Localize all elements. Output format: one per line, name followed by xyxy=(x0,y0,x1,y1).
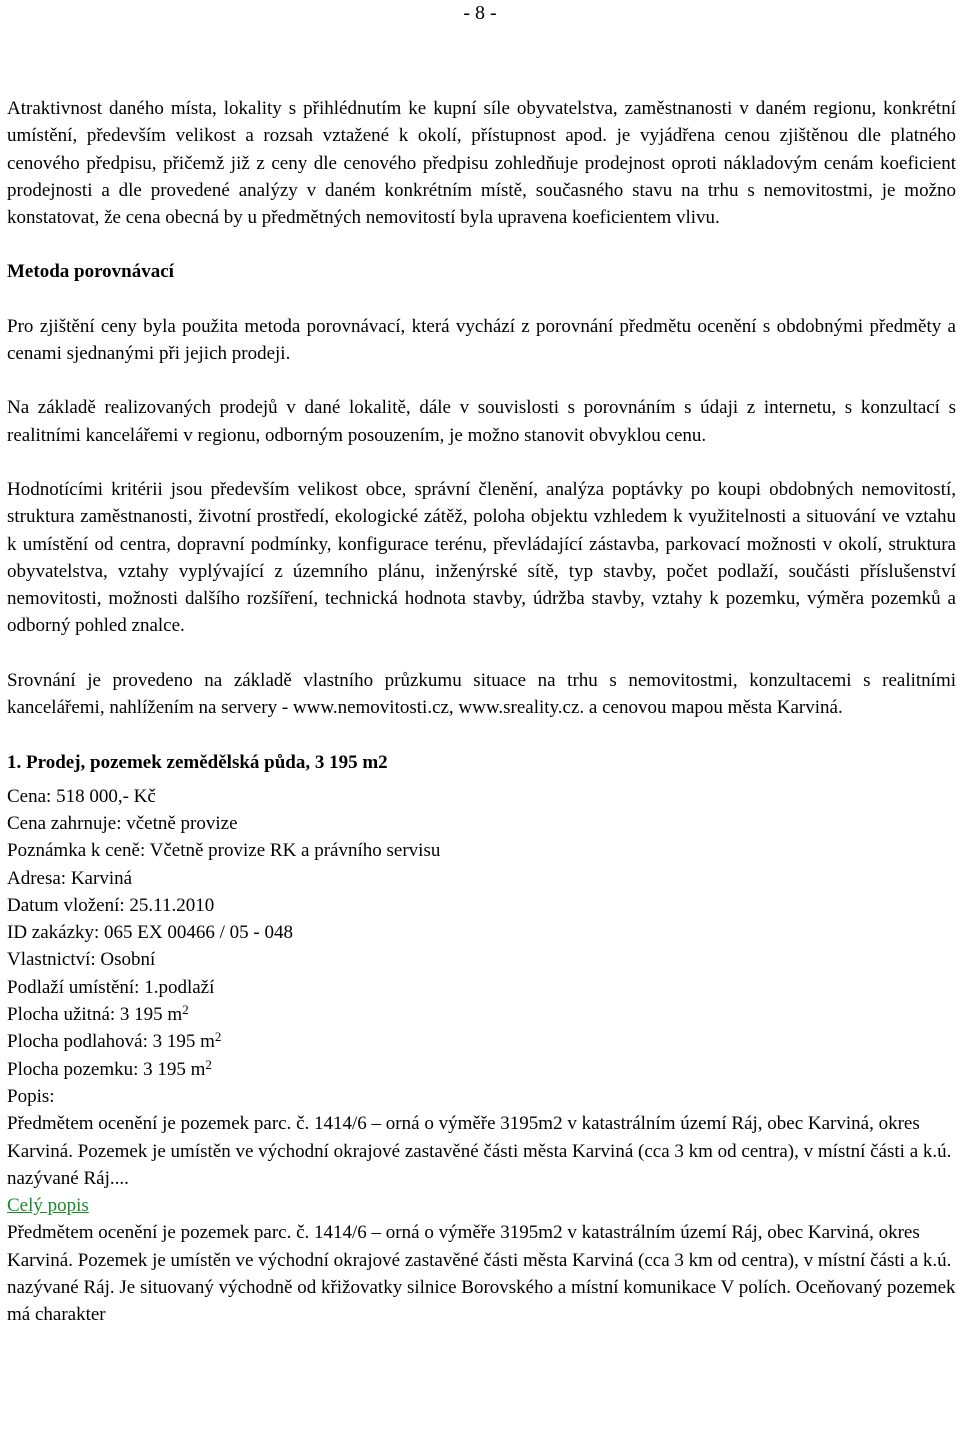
full-description-link[interactable]: Celý popis xyxy=(7,1195,89,1217)
page-content xyxy=(7,95,956,1329)
listing-ownership: Vlastnictví: Osobní xyxy=(7,949,156,971)
listing-description-label: Popis: xyxy=(7,1085,55,1107)
heading-comparative-method: Metoda porovnávací xyxy=(7,261,174,283)
paragraph-method-description: Pro zjištění ceny byla použita metoda porovnávací, která vychází z porovnání předmětu ocenění s obdobnými předměty a cenami sjednanými při jejich prodeji. xyxy=(7,315,956,365)
listing-id: ID zakázky: 065 EX 00466 / 05 - 048 xyxy=(7,922,293,944)
paragraph-criteria: Hodnotícími kritérii jsou především velikost obce, správní členění, analýza poptávky po koupi obdobných nemovitostí, struktura zaměstnanosti, životní prostředí, ekologické zátěž, poloha objektu vzhledem k využitelnosti a situování ve vztahu k umístění od centra, dopravní podmínky, konfigurace terénu, převládající zástavba, parkovací možnosti v okolí, struktura obyvatelstva, vztahy vyplývající z územního plánu, inženýrské sítě, typ stavby, počet podlaží, součásti příslušenství nemovitosti, možnosti dalšího rozšíření, technická hodnota stavby, údržba stavby, vztahy k pozemku, výměra pozemků a odborný pohled znalce. xyxy=(7,478,956,637)
listing-plot-area xyxy=(7,1056,956,1083)
listing-title: 1. Prodej, pozemek zemědělská půda, 3 195 m2 xyxy=(7,752,388,774)
paragraph-sales-basis: Na základě realizovaných prodejů v dané lokalitě, dále v souvislosti s porovnáním s údaji z internetu, s konzultací s realitními kancelářemi v regionu, odborným posouzením, je možno stanovit obvyklou cenu. xyxy=(7,397,956,446)
page-number: - 8 - xyxy=(463,2,497,24)
listing-floor: Podlaží umístění: 1.podlaží xyxy=(7,976,215,998)
listing-floor-area xyxy=(7,1028,956,1055)
listing-details xyxy=(7,783,956,1329)
listing-price-note: Poznámka k ceně: Včetně provize RK a právního servisu xyxy=(7,840,441,862)
paragraph-comparison-source: Srovnání je provedeno na základě vlastního průzkumu situace na trhu s nemovitostmi, konzultacemi s realitními kancelářemi, nahlížením na servery - www.nemovitosti.cz, www.sreality.cz. a cenovou mapou města Karviná. xyxy=(7,669,956,719)
listing-price-includes: Cena zahrnuje: včetně provize xyxy=(7,812,238,834)
listing-date: Datum vložení: 25.11.2010 xyxy=(7,894,215,916)
plot-area-text: Plocha pozemku: 3 195 m xyxy=(7,1058,206,1080)
usable-area-text: Plocha užitná: 3 195 m xyxy=(7,1004,183,1026)
listing-address: Adresa: Karviná xyxy=(7,867,133,889)
floor-area-text: Plocha podlahová: 3 195 m xyxy=(7,1031,215,1053)
listing-description-short: Předmětem ocenění je pozemek parc. č. 1414/6 – orná o výměře 3195m2 v katastrálním území Ráj, obec Karviná, okres Karviná. Pozemek je umístěn ve východní okrajové zastavěné části města Karviná (cca 3 km od centra), v místní části a k.ú. nazývané Ráj.... xyxy=(7,1113,952,1189)
paragraph-attractiveness: Atraktivnost daného místa, lokality s přihlédnutím ke kupní síle obyvatelstva, zaměstnanosti v daném regionu, konkrétní umístění, především velikost a rozsah vztažené k okolí, přístupnost apod. je vyjádřena cenou zjištěnou dle platného cenového předpisu, přičemž již z ceny dle cenového předpisu zohledňuje prodejnost oproti nákladovým cenám koeficient prodejnosti a dle provedené analýzy v daném konkrétním místě, současného stavu na trhu s nemovitostmi, je možno konstatovat, že cena obecná by u předmětných nemovitostí byla upravena koeficientem vlivu. xyxy=(7,98,956,229)
usable-area-sup: 2 xyxy=(182,1002,189,1018)
plot-area-sup: 2 xyxy=(205,1056,212,1072)
floor-area-sup: 2 xyxy=(214,1029,222,1045)
listing-price: Cena: 518 000,- Kč xyxy=(7,785,156,807)
listing-usable-area xyxy=(7,1001,956,1028)
listing-description-full: Předmětem ocenění je pozemek parc. č. 1414/6 – orná o výměře 3195m2 v katastrálním území Ráj, obec Karviná, okres Karviná. Pozemek je umístěn ve východní okrajové zastavěné části města Karviná (cca 3 km od centra), v místní části a k.ú. nazývané Ráj. Je situovaný východně od křižovatky silnice Borovského a místní komunikace V polích. Oceňovaný pozemek má charakter xyxy=(7,1222,956,1326)
